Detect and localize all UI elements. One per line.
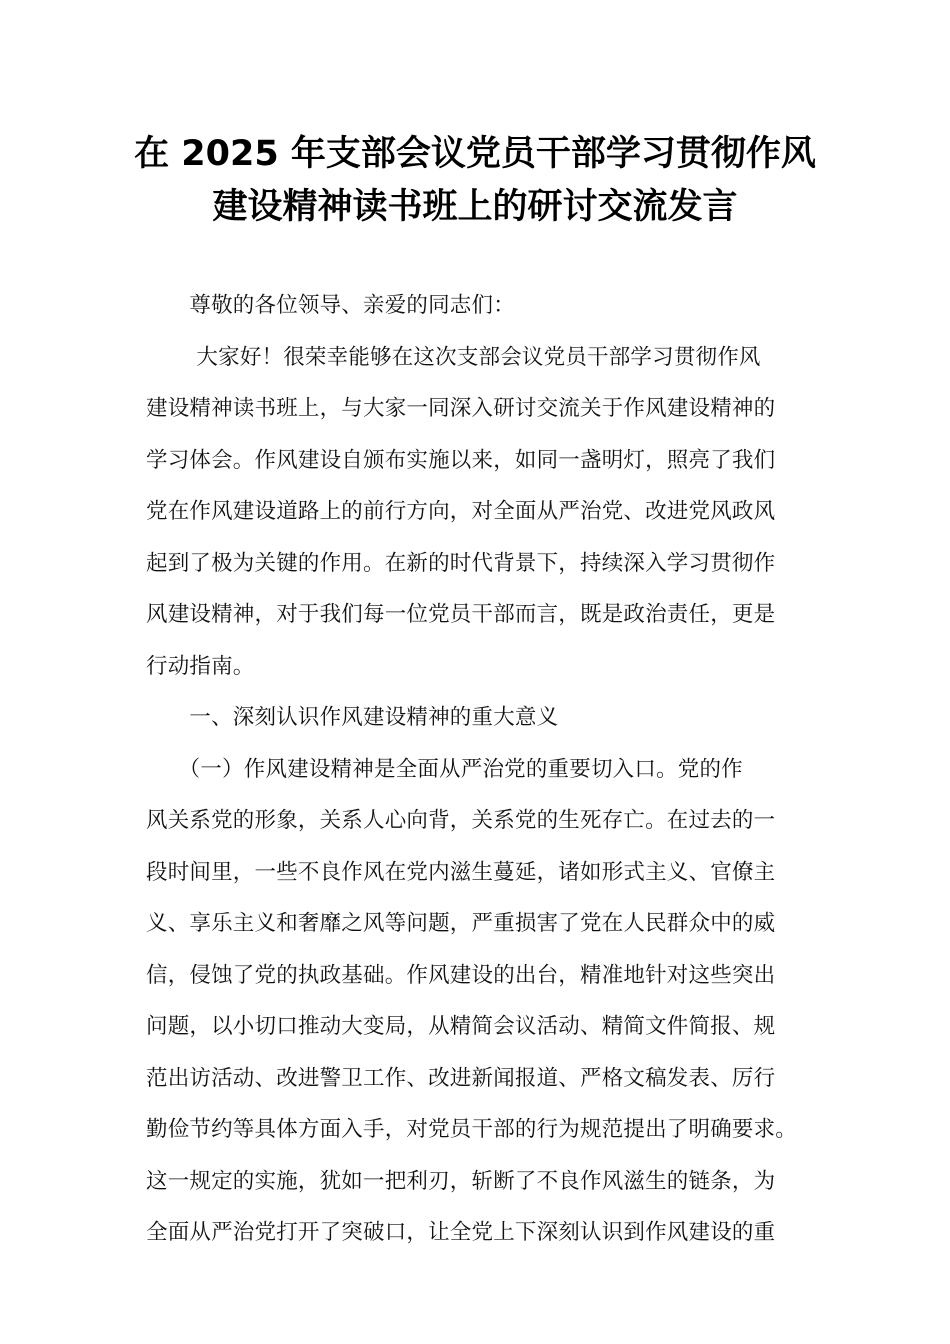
body-line: 这一规定的实施，犹如一把利刃，斩断了不良作风滋生的链条，为 — [146, 1168, 776, 1194]
body-line: 问题，以小切口推动大变局，从精简会议活动、精简文件简报、规 — [146, 1014, 776, 1039]
body-line: 大家好！很荣幸能够在这次支部会议党员干部学习贯彻作风 — [146, 344, 761, 370]
body-line: 勤俭节约等具体方面入手，对党员干部的行为规范提出了明确要求。 — [146, 1117, 798, 1142]
body-line: 风关系党的形象，关系人心向背，关系党的生死存亡。在过去的一 — [146, 808, 776, 833]
body-line: （一）作风建设精神是全面从严治党的重要切入口。党的作 — [146, 756, 743, 782]
body-line: 范出访活动、改进警卫工作、改进新闻报道、严格文稿发表、厉行 — [146, 1065, 776, 1091]
title-line-2: 建设精神读书班上的研讨交流发言 — [212, 187, 738, 227]
body-line: 义、享乐主义和奢靡之风等问题，严重损害了党在人民群众中的威 — [146, 911, 776, 936]
document-title — [100, 128, 850, 234]
salutation: 尊敬的各位领导、亲爱的同志们： — [146, 293, 515, 318]
body-line: 全面从严治党打开了突破口，让全党上下深刻认识到作风建设的重 — [146, 1220, 776, 1245]
body-line: 学习体会。作风建设自颁布实施以来，如同一盏明灯，照亮了我们 — [146, 447, 776, 473]
section-heading: 一、深刻认识作风建设精神的重大意义 — [146, 705, 559, 730]
document-body — [146, 280, 826, 1259]
body-line: 党在作风建设道路上的前行方向，对全面从严治党、改进党风政风 — [146, 499, 776, 524]
body-line: 起到了极为关键的作用。在新的时代背景下，持续深入学习贯彻作 — [146, 550, 776, 576]
body-line: 建设精神读书班上，与大家一同深入研讨交流关于作风建设精神的 — [146, 396, 776, 421]
body-line: 段时间里，一些不良作风在党内滋生蔓延，诸如形式主义、官僚主 — [146, 859, 776, 885]
title-line-1: 在 2025 年支部会议党员干部学习贯彻作风 — [134, 134, 816, 174]
body-line: 行动指南。 — [146, 653, 255, 679]
body-line: 风建设精神，对于我们每一位党员干部而言，既是政治责任，更是 — [146, 602, 776, 627]
body-line: 信，侵蚀了党的执政基础。作风建设的出台，精准地针对这些突出 — [146, 962, 776, 988]
